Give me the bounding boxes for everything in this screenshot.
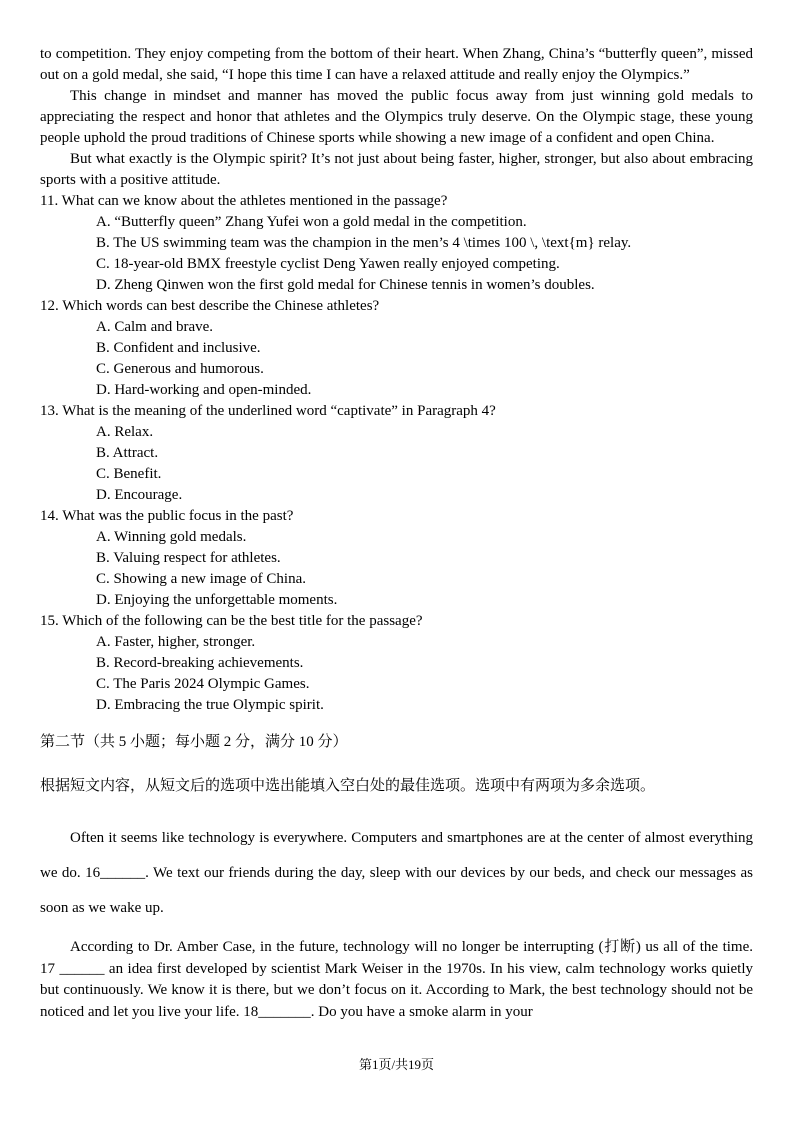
reading-paragraph-1: to competition. They enjoy competing from the bottom of their heart. When Zhang, China’s “butterfly queen”, missed out on a gold medal, she said, “I hope this time I can have a relaxed attitude and really enjoy the Olympics.”: [40, 46, 753, 83]
question-12-option-b: B. Confident and inclusive.: [96, 340, 261, 356]
question-11-option-c: C. 18-year-old BMX freestyle cyclist Deng Yawen really enjoyed competing.: [96, 256, 560, 272]
question-14-option-d: D. Enjoying the unforgettable moments.: [96, 592, 338, 608]
question-11: [40, 191, 753, 296]
question-11-option-d: D. Zheng Qinwen won the first gold medal for Chinese tennis in women’s doubles.: [96, 277, 595, 293]
question-14-option-c: C. Showing a new image of China.: [96, 571, 306, 587]
section-2-title: 第二节（共 5 小题；每小题 2 分，满分 10 分）: [40, 734, 348, 750]
question-13-option-a: A. Relax.: [96, 424, 154, 440]
question-15-option-b: B. Record-breaking achievements.: [96, 655, 304, 671]
section-2-instructions: 根据短文内容，从短文后的选项中选出能填入空白处的最佳选项。选项中有两项为多余选项。: [40, 778, 656, 794]
question-15-option-a: A. Faster, higher, stronger.: [96, 634, 256, 650]
page-number-footer: 第1页/共19页: [358, 1057, 435, 1072]
question-15: [40, 611, 753, 716]
question-13-option-b: B. Attract.: [96, 445, 159, 461]
question-14-option-b: B. Valuing respect for athletes.: [96, 550, 281, 566]
question-11-option-b: B. The US swimming team was the champion in the men’s 4 \times 100 \, \text{m} relay.: [96, 235, 632, 251]
question-13: [40, 401, 753, 506]
question-15-option-c: C. The Paris 2024 Olympic Games.: [96, 676, 310, 692]
reading-paragraph-2: This change in mindset and manner has moved the public focus away from just winning gold medals to appreciating the respect and honor that athletes and the Olympics truly deserve. On the Olympic stage, these young people uphold the proud traditions of Chinese sports while showing a new image of a confident and open China.: [40, 88, 753, 146]
question-14-option-a: A. Winning gold medals.: [96, 529, 247, 545]
question-15-option-d: D. Embracing the true Olympic spirit.: [96, 697, 324, 713]
question-13-option-c: C. Benefit.: [96, 466, 162, 482]
question-14: [40, 506, 753, 611]
question-13-option-d: D. Encourage.: [96, 487, 183, 503]
question-14-stem: 14. What was the public focus in the past?: [40, 508, 294, 524]
question-12-stem: 12. Which words can best describe the Chinese athletes?: [40, 298, 380, 314]
question-11-option-a: A. “Butterfly queen” Zhang Yufei won a gold medal in the competition.: [96, 214, 527, 230]
question-12-option-a: A. Calm and brave.: [96, 319, 214, 335]
cloze-paragraph-1: Often it seems like technology is everywhere. Computers and smartphones are at the center of almost everything we do. 16______. We text our friends during the day, sleep with our devices by our beds, and check our messages as soon as we wake up.: [40, 830, 753, 916]
cloze-paragraph-2: According to Dr. Amber Case, in the future, technology will no longer be interrupting (打断) us all of the time. 17 ______ an idea first developed by scientist Mark Weiser in the 1970s. In his view, calm technology works quietly but continuously. We know it is there, but we don’t focus on it. According to Mark, the best technology should not be noticed and let you live your life. 18_______. Do you have a smoke alarm in your: [40, 939, 753, 1020]
question-12: [40, 296, 753, 401]
question-13-stem: 13. What is the meaning of the underlined word “captivate” in Paragraph 4?: [40, 403, 496, 419]
question-12-option-d: D. Hard-working and open-minded.: [96, 382, 312, 398]
question-12-option-c: C. Generous and humorous.: [96, 361, 264, 377]
question-11-stem: 11. What can we know about the athletes mentioned in the passage?: [40, 193, 448, 209]
reading-paragraph-3: But what exactly is the Olympic spirit? It’s not just about being faster, higher, stronger, but also about embracing sports with a positive attitude.: [40, 151, 753, 188]
question-15-stem: 15. Which of the following can be the best title for the passage?: [40, 613, 423, 629]
